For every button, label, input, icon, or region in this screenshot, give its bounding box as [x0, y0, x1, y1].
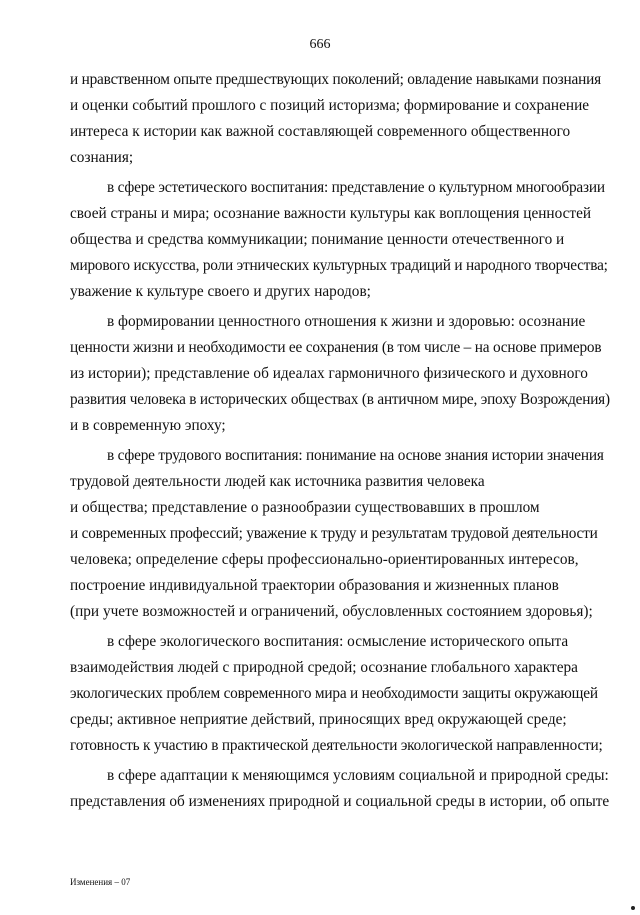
text-line: развития человека в исторических обществах (в античном мире, эпоху Возрождения)	[70, 391, 610, 408]
text-line: и нравственном опыте предшествующих поколений; овладение навыками познания	[70, 71, 601, 88]
text-line: сознания;	[70, 149, 134, 166]
scan-speck	[631, 906, 635, 910]
text-line: мирового искусства, роли этнических культурных традиций и народного творчества;	[70, 257, 608, 274]
text-line: готовность к участию в практической деятельности экологической направленности;	[70, 737, 603, 754]
text-line: в сфере адаптации к меняющимся условиям социальной и природной среды:	[107, 767, 609, 784]
text-line: человека; определение сферы профессионально-ориентированных интересов,	[70, 551, 579, 568]
text-line: из истории); представление об идеалах гармоничного физического и духовного	[70, 365, 588, 382]
text-line: построение индивидуальной траектории образования и жизненных планов	[70, 577, 559, 594]
text-line: в формировании ценностного отношения к жизни и здоровью: осознание	[107, 313, 586, 330]
text-line: общества и средства коммуникации; понимание ценности отечественного и	[70, 231, 565, 248]
text-line: своей страны и мира; осознание важности культуры как воплощения ценностей	[70, 205, 592, 222]
text-line: ценности жизни и необходимости ее сохранения (в том числе – на основе примеров	[70, 339, 602, 356]
text-line: в сфере эстетического воспитания: представление о культурном многообразии	[107, 179, 605, 196]
footer-note: Изменения – 07	[70, 877, 131, 887]
text-line: и современных профессий; уважение к труду и результатам трудовой деятельности	[70, 525, 598, 542]
text-line: (при учете возможностей и ограничений, обусловленных состоянием здоровья);	[70, 603, 593, 620]
text-line: уважение к культуре своего и других народов;	[70, 283, 371, 300]
text-line: и общества; представление о разнообразии существовавших в прошлом	[70, 499, 540, 516]
text-line: в сфере экологического воспитания: осмысление исторического опыта	[107, 633, 569, 650]
page-number: 666	[309, 37, 331, 52]
text-line: трудовой деятельности людей как источника развития человека	[70, 473, 485, 490]
text-line: в сфере трудового воспитания: понимание на основе знания истории значения	[107, 447, 604, 464]
text-line: среды; активное неприятие действий, приносящих вред окружающей среде;	[70, 711, 567, 728]
text-line: и оценки событий прошлого с позиций историзма; формирование и сохранение	[70, 97, 590, 114]
text-line: интереса к истории как важной составляющей современного общественного	[70, 123, 571, 140]
text-line: и в современную эпоху;	[70, 417, 226, 434]
text-line: экологических проблем современного мира и необходимости защиты окружающей	[70, 685, 598, 702]
text-line: взаимодействия людей с природной средой; осознание глобального характера	[70, 659, 578, 676]
text-line: представления об изменениях природной и социальной среды в истории, об опыте	[70, 793, 610, 810]
